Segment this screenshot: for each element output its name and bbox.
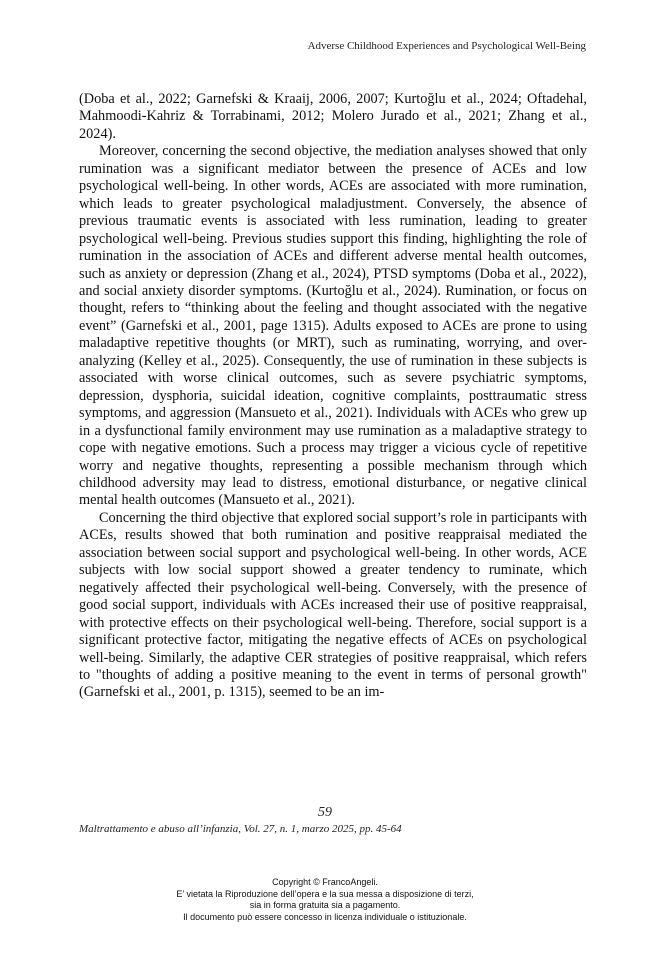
copyright-line: E’ vietata la Riproduzione dell’opera e la sua messa a disposizione di terzi,: [176, 888, 474, 899]
copyright-notice: [0, 877, 650, 923]
copyright-line: Il documento può essere concesso in licenza individuale o istituzionale.: [183, 911, 467, 922]
paragraph-citation-continuation: (Doba et al., 2022; Garnefski & Kraaij, 2006, 2007; Kurtoğlu et al., 2024; Oftadehal, Mahmoodi-Kahriz & Torrabinami, 2012; Molero Jurado et al., 2021; Zhang et al., 2024).: [79, 91, 587, 142]
page-number: 59: [318, 805, 332, 820]
paragraph-third-objective: Concerning the third objective that explored social support’s role in participants with ACEs, results showed that both rumination and positive reappraisal mediated the association between social support and psychological well-being. In other words, ACE subjects with low social support showed a greater tendency to ruminate, which negatively affected their psychological well-being. Conversely, with the presence of good social support, individuals with ACEs increased their use of positive reappraisal, with protective effects on their psychological well-being. Therefore, social support is a significant protective factor, mitigating the negative effects of ACEs on psychological well-being. Similarly, the adaptive CER strategies of positive reappraisal, which refers to "thoughts of adding a positive meaning to the event in terms of personal growth" (Garnefski et al., 2001, p. 1315), seemed to be an im-: [79, 509, 587, 701]
paragraph-second-objective: Moreover, concerning the second objective, the mediation analyses showed that only rumination was a significant mediator between the presence of ACEs and low psychological well-being. In other words, ACEs are associated with more rumination, which leads to greater psychological maladjustment. Conversely, the absence of previous traumatic events is associated with less rumination, leading to greater psychological well-being. Previous studies support this finding, highlighting the role of rumination in the association of ACEs and different adverse mental health outcomes, such as anxiety or depression (Zhang et al., 2024), PTSD symptoms (Doba et al., 2022), and social anxiety disorder symptoms. (Kurtoğlu et al., 2024). Rumination, or focus on thought, refers to “thinking about the feeling and thought associated with the negative event” (Garnefski et al., 2001, page 1315). Adults exposed to ACEs are prone to using maladaptive repetitive thoughts (or MRT), such as ruminating, worrying, and over-analyzing (Kelley et al., 2025). Consequently, the use of rumination in these subjects is associated with worse clinical outcomes, such as severe psychiatric symptoms, depression, dysphoria, suicidal ideation, cognitive complaints, posttraumatic stress symptoms, and aggression (Mansueto et al., 2021). Individuals with ACEs who grew up in a dysfunctional family environment may use rumination as a maladaptive strategy to cope with negative emotions. Such a process may trigger a vicious cycle of repetitive worry and negative thoughts, representing a possible mechanism through which childhood adversity may lead to distress, emotional disturbance, or negative clinical mental health outcomes (Mansueto et al., 2021).: [79, 143, 587, 509]
copyright-line: sia in forma gratuita sia a pagamento.: [249, 900, 401, 910]
running-header: Adverse Childhood Experiences and Psychological Well-Being: [307, 40, 586, 52]
journal-citation: Maltrattamento e abuso all’infanzia, Vol. 27, n. 1, marzo 2025, pp. 45-64: [79, 823, 402, 835]
copyright-line: Copyright © FrancoAngeli.: [272, 877, 378, 887]
body-text: [79, 91, 587, 702]
